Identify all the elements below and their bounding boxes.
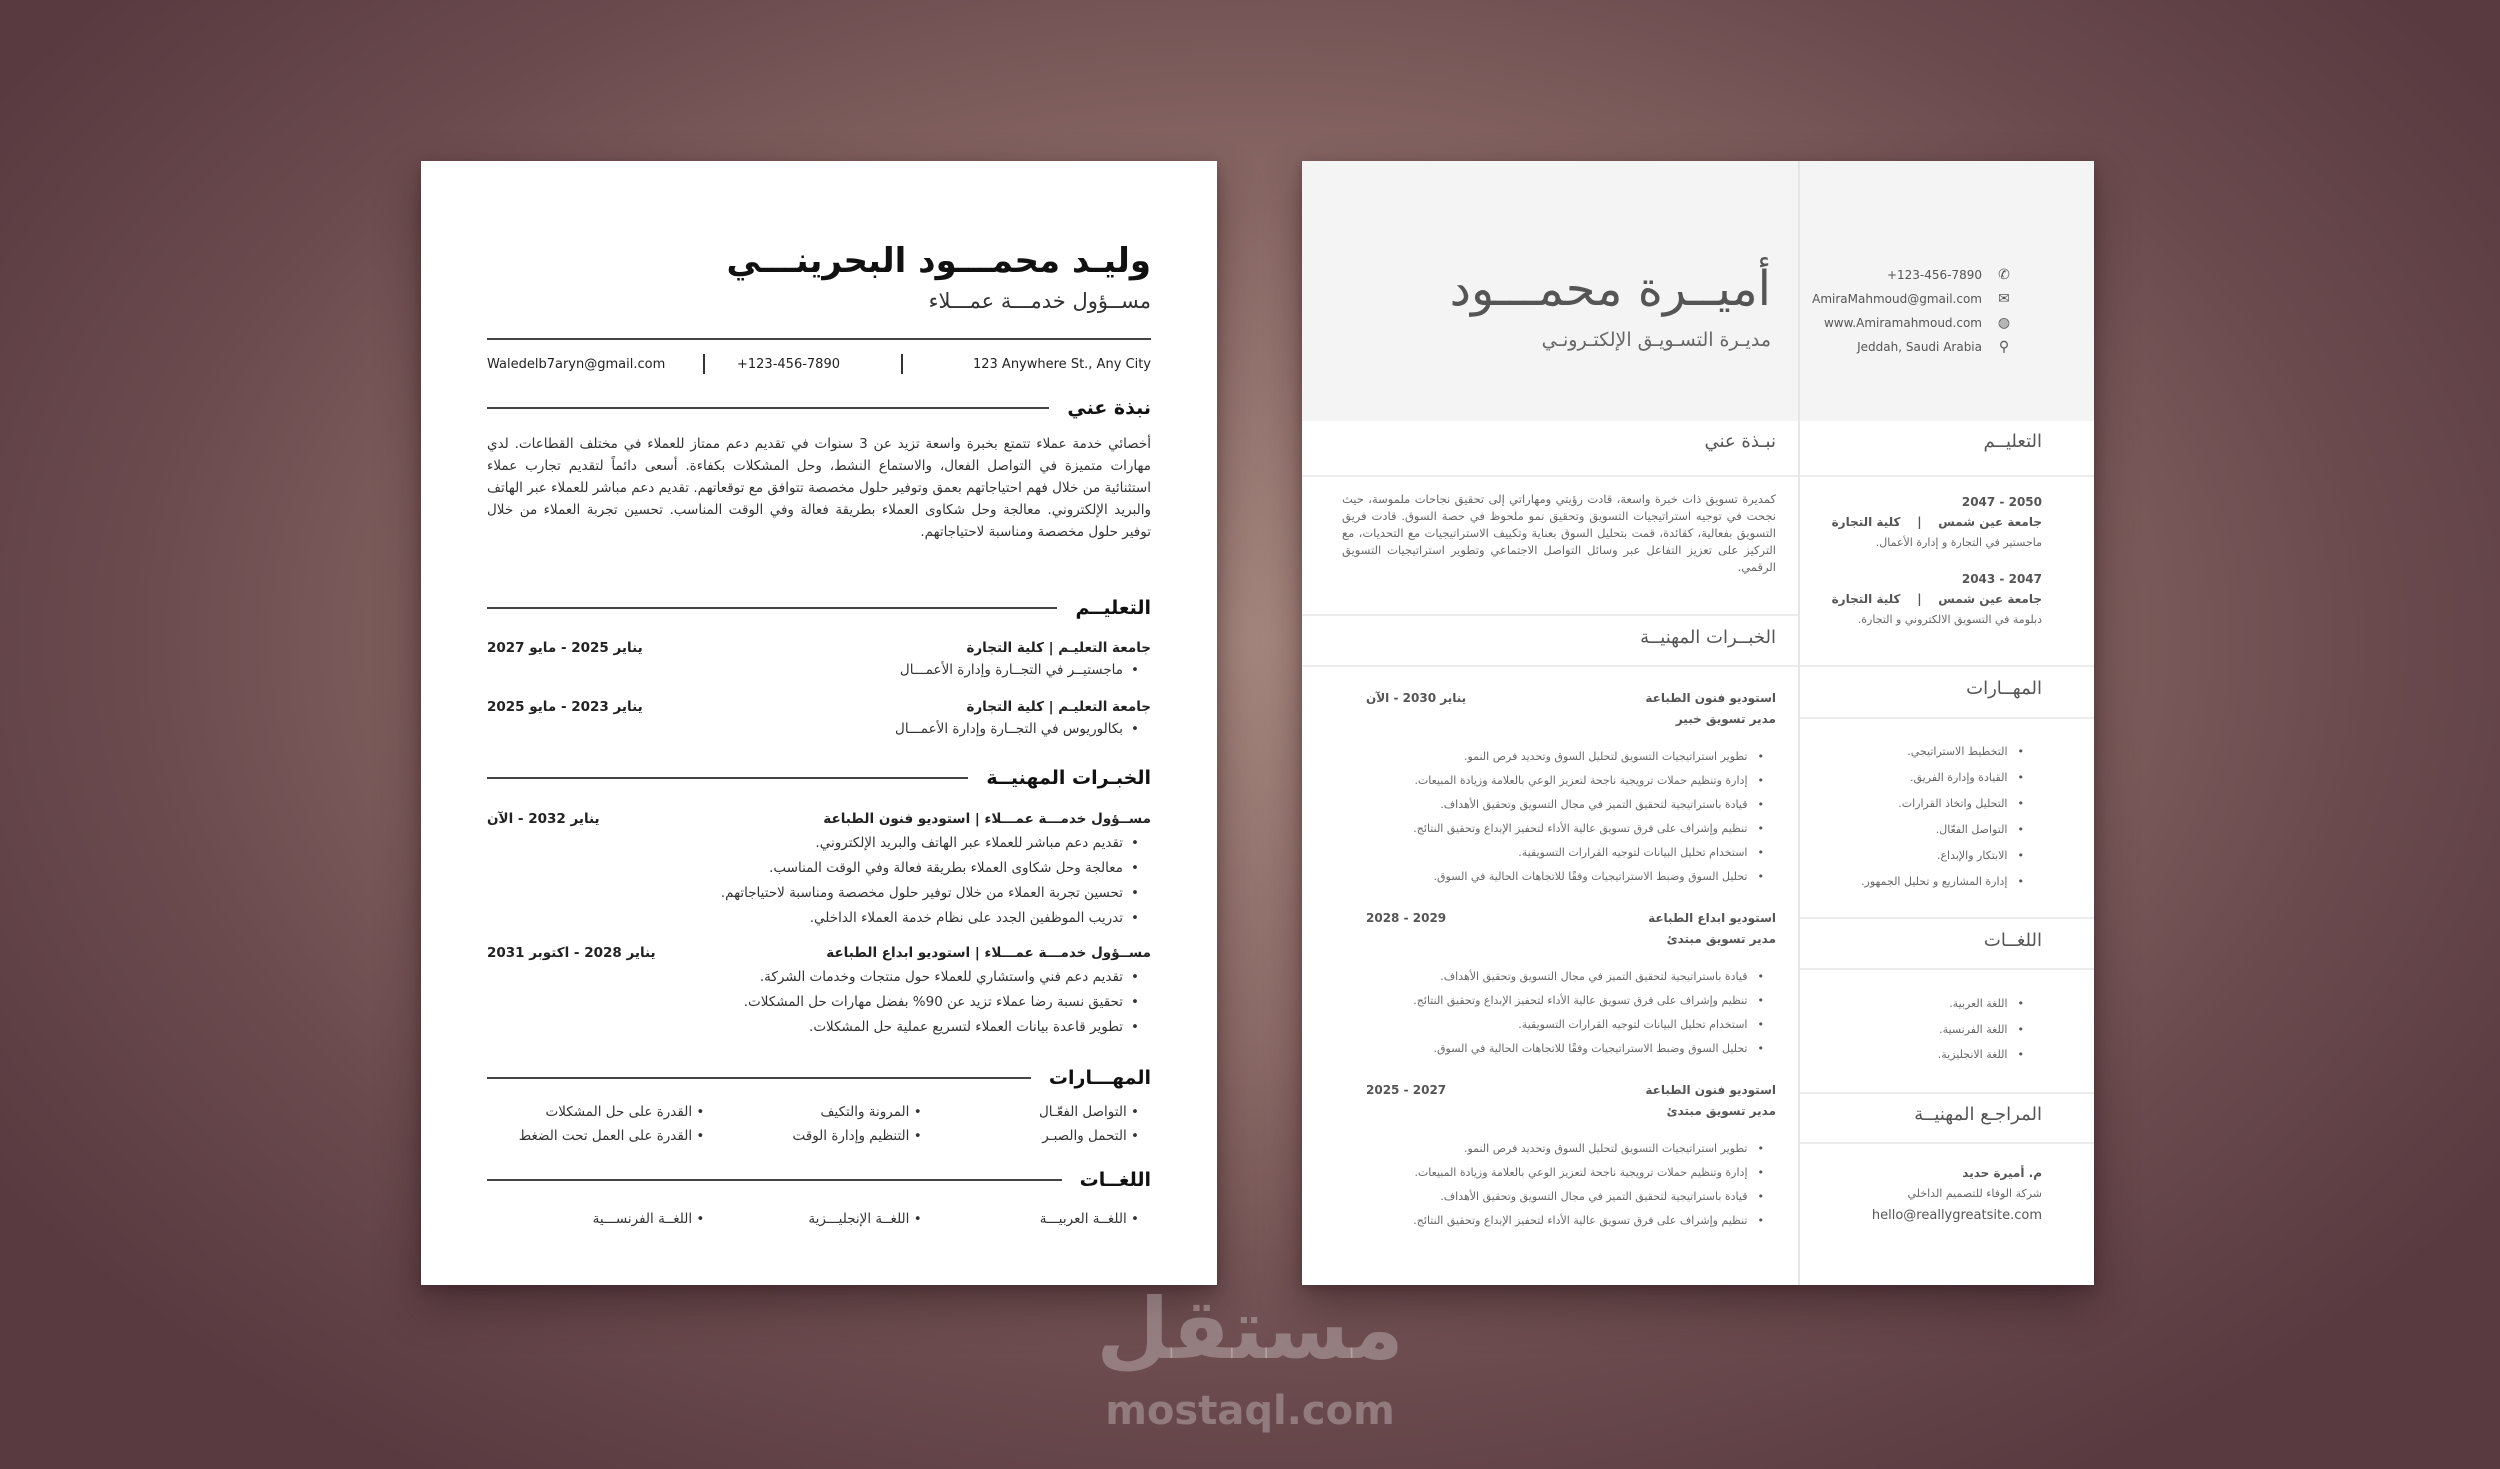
divider bbox=[703, 354, 705, 374]
language-item: • اللغــة الإنجليـــزية bbox=[704, 1211, 921, 1227]
list-item: • تنظيم وإشراف على فرق تسويق عالية الأداء لتحفيز الإبداع وتحقيق النتائج. bbox=[1322, 989, 1764, 1013]
about-text: أخصائي خدمة عملاء تتمتع بخبرة واسعة تزيد عن 3 سنوات في تقديم دعم ممتاز للعملاء في مختلف القطاعات. لدي مهارات متميزة في التواصل الفعال، والاستماع النشط، وحل المشكلات بكفاءة. أسعى دائماً لتقديم تجارب عملاء استثنائية من خلال فهم احتياجاتهم بعمق وتوفير حلول مخصصة تتوافق مع توقعاتهم. تقديم دعم مباشر للعملاء عبر الهاتف والبريد الإلكتروني. معالجة وحل شكاوى العملاء بطريقة فعالة وفي الوقت المناسب. تحسين تجربة العملاء من خلال توفير حلول مخصصة ومناسبة لاحتياجاتهم. bbox=[487, 436, 1151, 540]
section-heading-about bbox=[487, 397, 1151, 419]
job-duties bbox=[487, 831, 1139, 931]
section-heading-experience bbox=[487, 767, 1151, 789]
contact-item bbox=[1887, 267, 2012, 283]
contact-text: Jeddah, Saudi Arabia bbox=[1857, 340, 1982, 354]
job-company: استوديو فنون الطباعة bbox=[1645, 1083, 1776, 1097]
education-details bbox=[487, 658, 1139, 683]
section-heading-education: التعليــم bbox=[1983, 431, 2042, 452]
skill-item: • إدارة المشاريع و تحليل الجمهور. bbox=[1808, 869, 2024, 895]
job-date: 2027 - 2025 bbox=[1366, 1083, 1447, 1097]
heading-line bbox=[487, 1179, 1062, 1181]
column-divider bbox=[1798, 161, 1800, 1285]
about-text: كمديرة تسويق ذات خبرة واسعة، قادت رؤيتي ومهاراتي إلى تحقيق نجاحات ملموسة، حيث نجحت في توجيه استراتيجيات التسويق وتحقيق نمو ملحوظ في حصة السوق. قادت فريق التسويق بفعالية، كقائدة، قمت بتحليل السوق بعناية وتكييف الاستراتيجيات مع التحديات، مع التركيز على تعزيز التفاعل عبر وسائل التواصل الاجتماعي وتطوير استراتيجيات التسويق الرقمي. bbox=[1342, 492, 1776, 574]
contact-text: +123-456-7890 bbox=[1886, 268, 1982, 282]
section-heading-skills: المهــارات bbox=[1966, 678, 2042, 699]
list-item: • تحليل السوق وضبط الاستراتيجيات وفقًا للاتجاهات الحالية في السوق. bbox=[1322, 1037, 1764, 1061]
language-item: • اللغة الفرنسية. bbox=[1808, 1017, 2024, 1043]
list-item: • قيادة باستراتيجية لتحقيق التميز في مجال التسويق وتحقيق الأهداف. bbox=[1322, 793, 1764, 817]
job-company: استوديو ابداع الطباعة bbox=[1648, 911, 1776, 925]
skill-item: • التحليل واتخاذ القرارات. bbox=[1808, 791, 2024, 817]
job-role: مدير تسويق مبتدئ bbox=[1666, 932, 1776, 946]
contact-email: Waledelb7aryn@gmail.com bbox=[487, 357, 666, 372]
language-item: • اللغــة الفرنســـية bbox=[487, 1211, 704, 1227]
divider bbox=[1800, 665, 2094, 667]
section-heading-about: نبـذة عني bbox=[1704, 431, 1776, 452]
job-date: يناير 2030 - الآن bbox=[1366, 691, 1467, 705]
heading-text: التعليــم bbox=[1075, 597, 1151, 619]
contact-text: www.Amiramahmoud.com bbox=[1823, 316, 1982, 330]
divider bbox=[1800, 1092, 2094, 1094]
list-item: • تطوير استراتيجيات التسويق لتحليل السوق وتحديد فرص النمو. bbox=[1322, 1137, 1764, 1161]
list-item: • معالجة وحل شكاوى العملاء بطريقة فعالة وفي الوقت المناسب. bbox=[487, 856, 1139, 881]
skills-list bbox=[487, 1104, 1139, 1144]
education-years: 2050 - 2047 bbox=[1961, 495, 2042, 509]
job-duties bbox=[1322, 745, 1764, 889]
education-details bbox=[487, 717, 1139, 742]
skill-item: • القيادة وإدارة الفريق. bbox=[1808, 765, 2024, 791]
skill-item: • القدرة على حل المشكلات bbox=[487, 1104, 704, 1120]
resume-role: مســؤول خدمـــة عمـــلاء bbox=[928, 289, 1151, 313]
education-title: جامعة التعليـم | كلية التجارة bbox=[966, 699, 1151, 715]
list-item: • تقديم دعم فني واستشاري للعملاء حول منتجات وخدمات الشركة. bbox=[487, 965, 1139, 990]
watermark-logo: مستقل bbox=[1096, 1280, 1404, 1378]
contact-address: 123 Anywhere St., Any City bbox=[972, 357, 1151, 372]
job-role: مدير تسويق مبتدئ bbox=[1666, 1104, 1776, 1118]
education-degree: دبلومة في التسويق الالكتروني و التجارة. bbox=[1857, 613, 2042, 626]
contact-text: AmiraMahmoud@gmail.com bbox=[1812, 292, 1982, 306]
job-duties bbox=[1322, 965, 1764, 1061]
section-heading-languages: اللغــات bbox=[1983, 930, 2042, 951]
divider bbox=[1800, 475, 2094, 477]
heading-line bbox=[487, 1077, 1031, 1079]
heading-line bbox=[487, 777, 968, 779]
skill-item: • التنظيم وإدارة الوقت bbox=[704, 1128, 921, 1144]
list-item: • قيادة باستراتيجية لتحقيق التميز في مجال التسويق وتحقيق الأهداف. bbox=[1322, 1185, 1764, 1209]
phone-icon: ✆ bbox=[1998, 267, 2010, 283]
skill-item: • القدرة على العمل تحت الضغط bbox=[487, 1128, 704, 1144]
location-pin-icon: ⚲ bbox=[1998, 339, 2010, 355]
divider bbox=[1800, 1142, 2094, 1144]
language-item: • اللغة الانجليزية. bbox=[1808, 1042, 2024, 1068]
reference-company: شركة الوفاء للتصميم الداخلي bbox=[1907, 1187, 2042, 1200]
section-heading-references: المراجـع المهنيــة bbox=[1914, 1104, 2042, 1125]
resume-role: مديـرة التسـويـق الإلكتـرونـي bbox=[1541, 329, 1771, 351]
reference-email: hello@reallygreatsite.com bbox=[1871, 1208, 2042, 1223]
section-heading-experience: الخبــرات المهنيــة bbox=[1640, 627, 1776, 648]
heading-text: الخبـرات المهنيــة bbox=[986, 767, 1151, 789]
heading-line bbox=[487, 407, 1049, 409]
list-item: • تحقيق نسبة رضا عملاء تزيد عن 90% بفضل مهارات حل المشكلات. bbox=[487, 990, 1139, 1015]
list-item: • استخدام تحليل البيانات لتوجيه القرارات التسويقية. bbox=[1322, 1013, 1764, 1037]
list-item: • استخدام تحليل البيانات لتوجيه القرارات التسويقية. bbox=[1322, 841, 1764, 865]
list-item: • تطوير استراتيجيات التسويق لتحليل السوق وتحديد فرص النمو. bbox=[1322, 745, 1764, 769]
heading-line bbox=[487, 607, 1057, 609]
divider bbox=[487, 338, 1151, 340]
job-role: مدير تسويق خبير bbox=[1675, 712, 1776, 726]
job-company: استوديو فنون الطباعة bbox=[1645, 691, 1776, 705]
contact-item bbox=[1857, 339, 2012, 355]
list-item: • تقديم دعم مباشر للعملاء عبر الهاتف والبريد الإلكتروني. bbox=[487, 831, 1139, 856]
divider bbox=[901, 354, 903, 374]
list-item: • بكالوريوس في التجــارة وإدارة الأعمـــال bbox=[487, 717, 1139, 742]
education-years: 2047 - 2043 bbox=[1961, 572, 2042, 586]
skill-item: • التحمل والصبـر bbox=[922, 1128, 1139, 1144]
list-item: • تحسين تجربة العملاء من خلال توفير حلول مخصصة ومناسبة لاحتياجاتهم. bbox=[487, 881, 1139, 906]
education-school: جامعة عين شمس | كلية التجارة bbox=[1831, 592, 2042, 606]
language-item: • اللغــة العربيـــة bbox=[922, 1211, 1139, 1227]
divider bbox=[1302, 665, 1798, 667]
resume-left bbox=[421, 161, 1217, 1285]
list-item: • تدريب الموظفين الجدد على نظام خدمة العملاء الداخلي. bbox=[487, 906, 1139, 931]
list-item: • تطوير قاعدة بيانات العملاء لتسريع عملية حل المشكلات. bbox=[487, 1015, 1139, 1040]
education-date: يناير 2025 - مايو 2027 bbox=[487, 640, 643, 656]
languages-list bbox=[487, 1211, 1139, 1227]
education-school: جامعة عين شمس | كلية التجارة bbox=[1831, 515, 2042, 529]
divider bbox=[1800, 968, 2094, 970]
list-item: • تنظيم وإشراف على فرق تسويق عالية الأداء لتحفيز الإبداع وتحقيق النتائج. bbox=[1322, 817, 1764, 841]
skill-item: • التواصل الفعّال. bbox=[1808, 817, 2024, 843]
skill-item: • التخطيط الاستراتيجي. bbox=[1808, 739, 2024, 765]
skills-list bbox=[1808, 739, 2024, 895]
languages-list bbox=[1808, 991, 2024, 1068]
divider bbox=[1800, 917, 2094, 919]
job-duties bbox=[487, 965, 1139, 1040]
list-item: • تحليل السوق وضبط الاستراتيجيات وفقًا للاتجاهات الحالية في السوق. bbox=[1322, 865, 1764, 889]
heading-text: نبذة عني bbox=[1067, 397, 1151, 419]
language-item: • اللغة العربية. bbox=[1808, 991, 2024, 1017]
heading-text: المهـــارات bbox=[1048, 1067, 1151, 1089]
education-date: يناير 2023 - مايو 2025 bbox=[487, 699, 643, 715]
resume-name: وليـد محمـــود البحرينـــي bbox=[726, 241, 1151, 281]
reference-name: م. أميرة حديد bbox=[1962, 1166, 2042, 1180]
resume-name: أميــرة محمـــود bbox=[1449, 261, 1771, 317]
skill-item: • المرونة والتكيف bbox=[704, 1104, 921, 1120]
heading-text: اللغــات bbox=[1079, 1169, 1151, 1191]
skill-item: • الابتكار والإبداع. bbox=[1808, 843, 2024, 869]
job-title: مســؤول خدمـــة عمـــلاء | استوديو ابداع الطباعة bbox=[826, 945, 1151, 961]
envelope-icon: ✉ bbox=[1998, 291, 2010, 307]
divider bbox=[1302, 475, 1798, 477]
job-date: يناير 2028 - اكتوبر 2031 bbox=[487, 945, 656, 961]
watermark-url: mostaql.com bbox=[1105, 1388, 1395, 1434]
list-item: • إدارة وتنظيم حملات ترويجية ناجحة لتعزيز الوعي بالعلامة وزيادة المبيعات. bbox=[1322, 769, 1764, 793]
resume-right bbox=[1302, 161, 2094, 1285]
section-heading-education bbox=[487, 597, 1151, 619]
job-date: يناير 2032 - الآن bbox=[487, 811, 600, 827]
education-degree: ماجستير في التجارة و إدارة الأعمال. bbox=[1875, 536, 2042, 549]
list-item: • ماجستيــر في التجــارة وإدارة الأعمـــال bbox=[487, 658, 1139, 683]
list-item: • قيادة باستراتيجية لتحقيق التميز في مجال التسويق وتحقيق الأهداف. bbox=[1322, 965, 1764, 989]
list-item: • تنظيم وإشراف على فرق تسويق عالية الأداء لتحفيز الإبداع وتحقيق النتائج. bbox=[1322, 1209, 1764, 1233]
job-title: مســؤول خدمـــة عمـــلاء | استوديو فنون الطباعة bbox=[823, 811, 1151, 827]
section-heading-skills bbox=[487, 1067, 1151, 1089]
contact-phone: +123-456-7890 bbox=[737, 357, 840, 372]
divider bbox=[1302, 614, 1798, 616]
section-heading-languages bbox=[487, 1169, 1151, 1191]
globe-icon: ◍ bbox=[1997, 315, 2011, 331]
education-title: جامعة التعليـم | كلية التجارة bbox=[966, 640, 1151, 656]
divider bbox=[1800, 717, 2094, 719]
job-duties bbox=[1322, 1137, 1764, 1233]
contact-item bbox=[1824, 315, 2012, 331]
skill-item: • التواصل الفعّـال bbox=[922, 1104, 1139, 1120]
list-item: • إدارة وتنظيم حملات ترويجية ناجحة لتعزيز الوعي بالعلامة وزيادة المبيعات. bbox=[1322, 1161, 1764, 1185]
contact-item bbox=[1812, 291, 2012, 307]
job-date: 2029 - 2028 bbox=[1366, 911, 1447, 925]
